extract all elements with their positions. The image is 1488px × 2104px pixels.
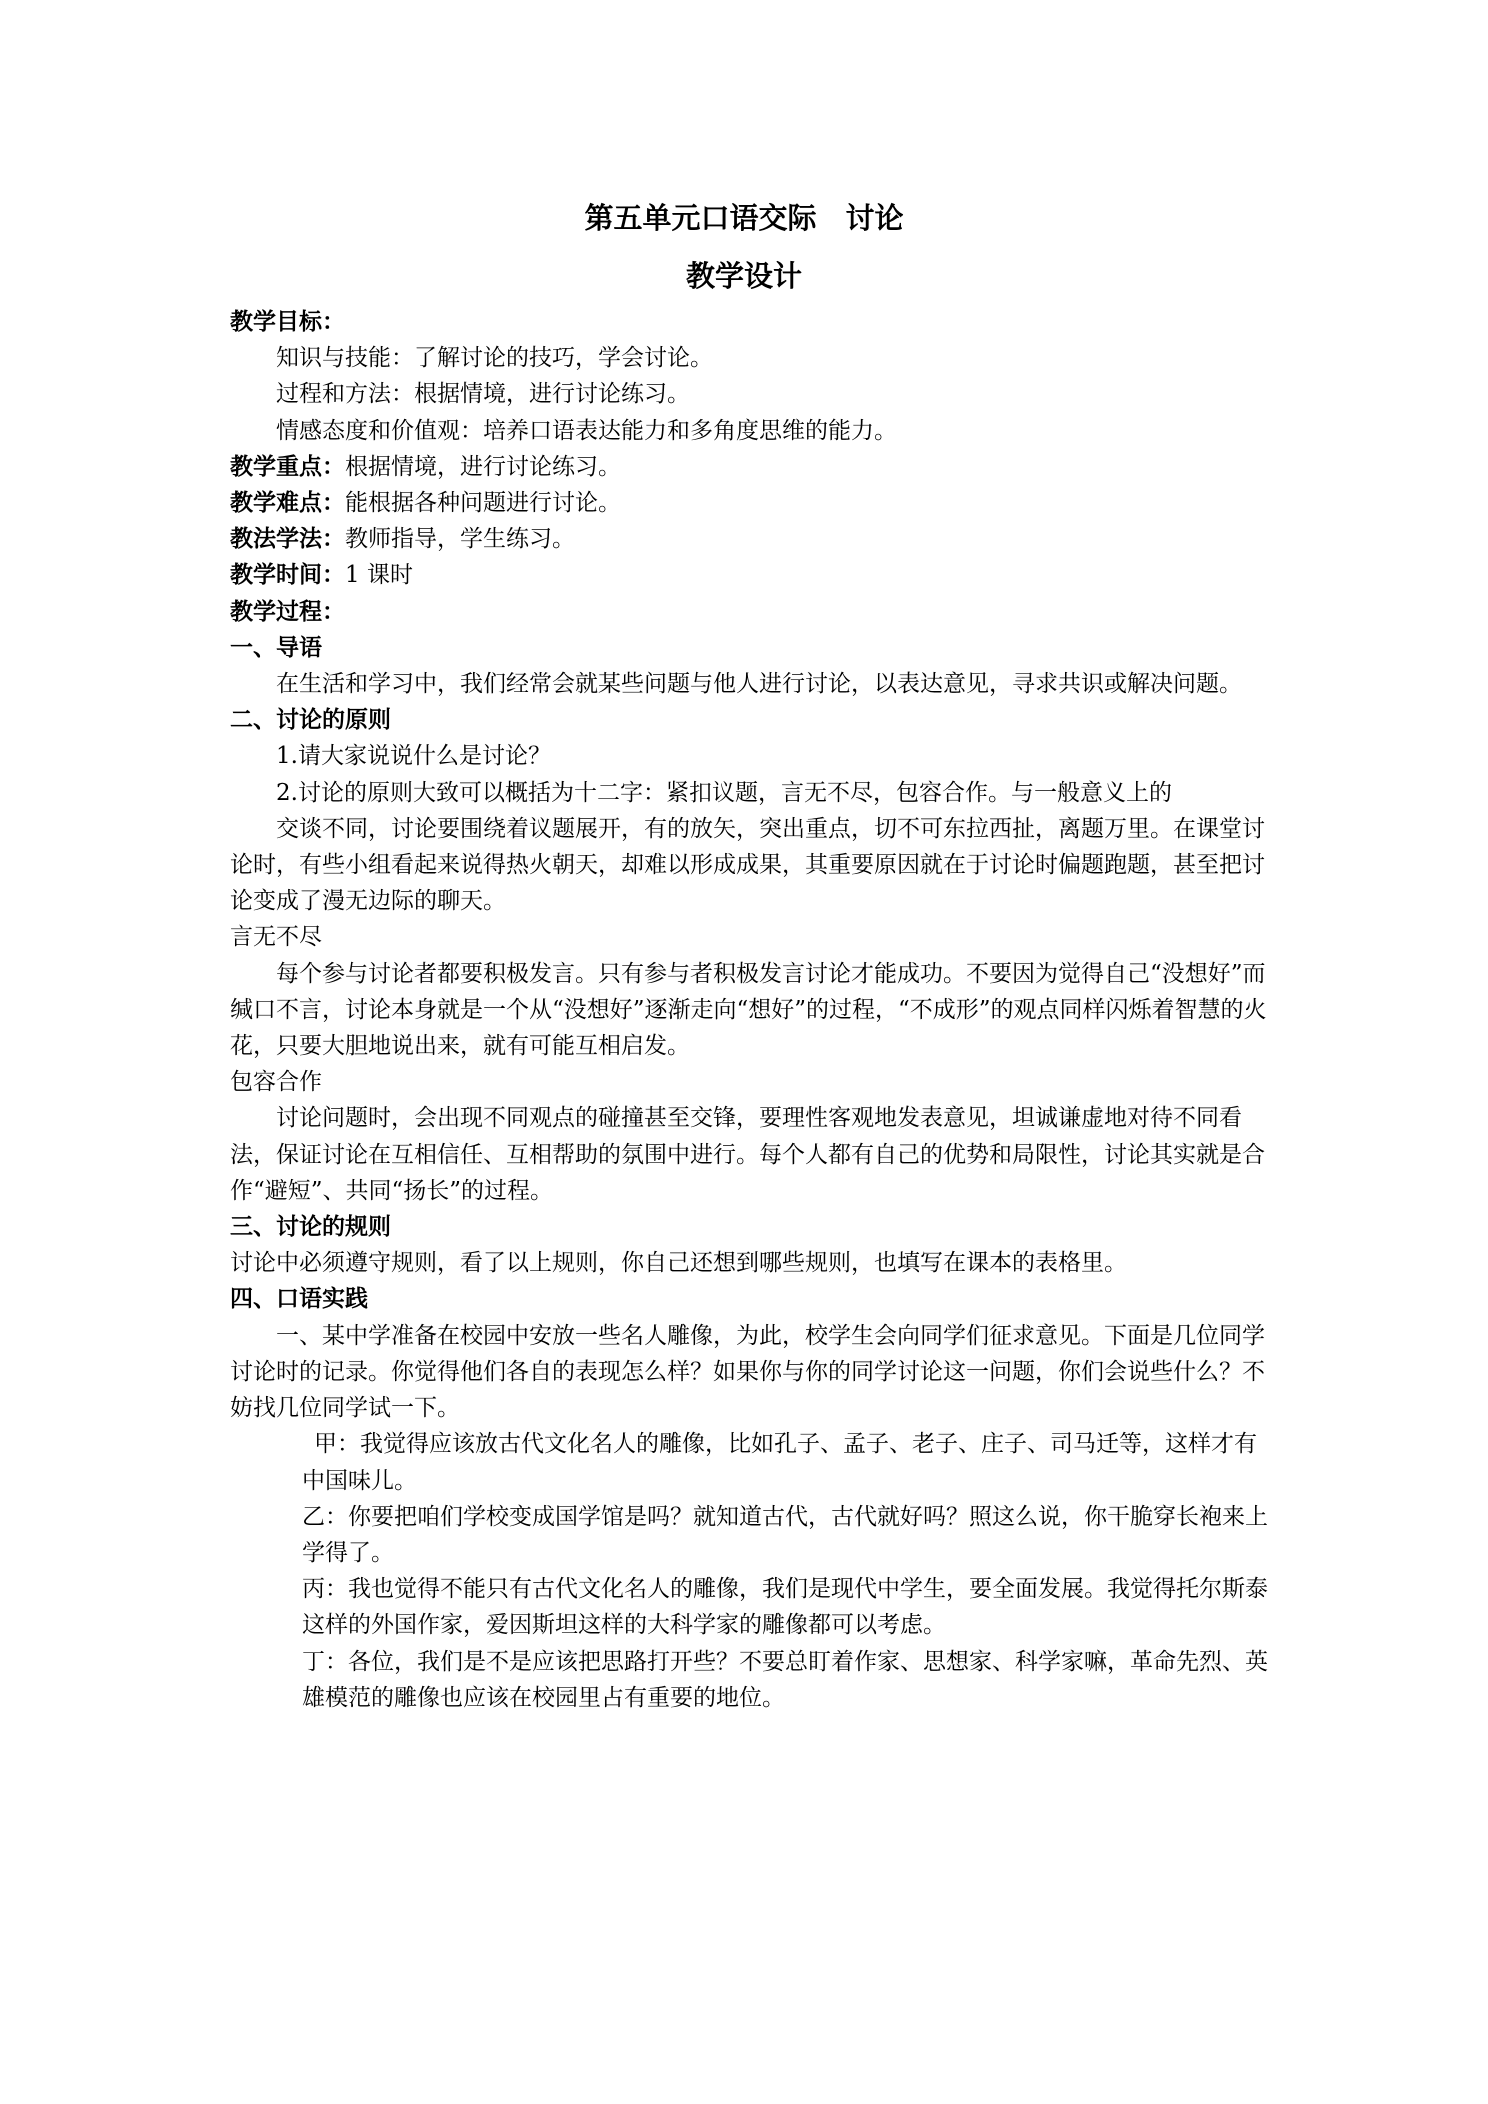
difficulty-label: 教学难点： xyxy=(230,490,345,517)
time-line xyxy=(230,557,1276,593)
key-point-label: 教学重点： xyxy=(230,453,345,480)
section-heading: 四、口语实践 xyxy=(230,1286,368,1313)
dialogue-line: 丁：各位，我们是不是应该把思路打开些？不要总盯着作家、思想家、科学家嘛，革命先烈、英雄模范的雕像也应该在校园里占有重要的地位。 xyxy=(302,1648,1268,1711)
section-heading: 三、讨论的规则 xyxy=(230,1214,391,1241)
key-point-text: 根据情境，进行讨论练习。 xyxy=(345,453,621,480)
objective-item: 过程和方法：根据情境，进行讨论练习。 xyxy=(276,381,690,408)
subheading: 言无不尽 xyxy=(230,924,322,951)
question-item: 1.请大家说说什么是讨论？ xyxy=(276,743,551,770)
objective-item: 情感态度和价值观：培养口语表达能力和多角度思维的能力。 xyxy=(276,417,897,444)
section-heading: 二、讨论的原则 xyxy=(230,707,391,734)
objectives-heading: 教学目标： xyxy=(230,309,345,335)
document-subtitle: 教学设计 xyxy=(685,259,802,293)
objective-item: 知识与技能：了解讨论的技巧，学会讨论。 xyxy=(276,345,713,372)
section-paragraph: 交谈不同，讨论要围绕着议题展开，有的放矢，突出重点，切不可东拉西扯，离题万里。在课堂讨论时，有些小组看起来说得热火朝天，却难以形成成果，其重要原因就在于讨论时偏题跑题，甚至把讨论变成了漫无边际的聊天。 xyxy=(230,815,1265,915)
section-paragraph: 讨论问题时，会出现不同观点的碰撞甚至交锋，要理性客观地发表意见，坦诚谦虚地对待不同看法，保证讨论在互相信任、互相帮助的氛围中进行。每个人都有自己的优势和局限性，讨论其实就是合作“避短”、共同“扬长”的过程。 xyxy=(230,1105,1265,1204)
time-label: 教学时间： xyxy=(230,562,345,589)
dialogue-line: 丙：我也觉得不能只有古代文化名人的雕像，我们是现代中学生，要全面发展。我觉得托尔斯泰这样的外国作家，爱因斯坦这样的大科学家的雕像都可以考虑。 xyxy=(302,1576,1268,1639)
document-body xyxy=(230,304,1276,1716)
method-line xyxy=(230,521,1276,557)
dialogue-line: 乙：你要把咱们学校变成国学馆是吗？就知道古代，古代就好吗？照这么说，你干脆穿长袍来上学得了。 xyxy=(302,1503,1268,1566)
process-heading: 教学过程： xyxy=(230,598,345,625)
method-label: 教法学法： xyxy=(230,526,345,553)
subheading: 包容合作 xyxy=(230,1069,322,1096)
section-paragraph: 在生活和学习中，我们经常会就某些问题与他人进行讨论，以表达意见，寻求共识或解决问题。 xyxy=(276,671,1242,698)
difficulty-line xyxy=(230,485,1276,521)
method-text: 教师指导，学生练习。 xyxy=(345,526,575,553)
time-text: 1 课时 xyxy=(345,562,413,589)
difficulty-text: 能根据各种问题进行讨论。 xyxy=(345,490,621,517)
section-paragraph: 讨论中必须遵守规则，看了以上规则，你自己还想到哪些规则，也填写在课本的表格里。 xyxy=(230,1250,1127,1277)
section-paragraph: 一、某中学准备在校园中安放一些名人雕像，为此，校学生会向同学们征求意见。下面是几位同学讨论时的记录。你觉得他们各自的表现怎么样？如果你与你的同学讨论这一问题，你们会说些什么？不妨找几位同学试一下。 xyxy=(230,1322,1265,1422)
question-item: 2.讨论的原则大致可以概括为十二字：紧扣议题，言无不尽，包容合作。与一般意义上的 xyxy=(276,779,1172,806)
document-title: 第五单元口语交际 讨论 xyxy=(584,201,904,235)
key-point-line xyxy=(230,449,1276,485)
dialogue-line: 甲：我觉得应该放古代文化名人的雕像，比如孔子、孟子、老子、庄子、司马迁等，这样才有中国味儿。 xyxy=(302,1431,1257,1494)
section-paragraph: 每个参与讨论者都要积极发言。只有参与者积极发言讨论才能成功。不要因为觉得自己“没想好”而缄口不言，讨论本身就是一个从“没想好”逐渐走向“想好”的过程，“不成形”的观点同样闪烁着智慧的火花，只要大胆地说出来，就有可能互相启发。 xyxy=(230,960,1267,1060)
section-heading: 一、导语 xyxy=(230,634,322,661)
